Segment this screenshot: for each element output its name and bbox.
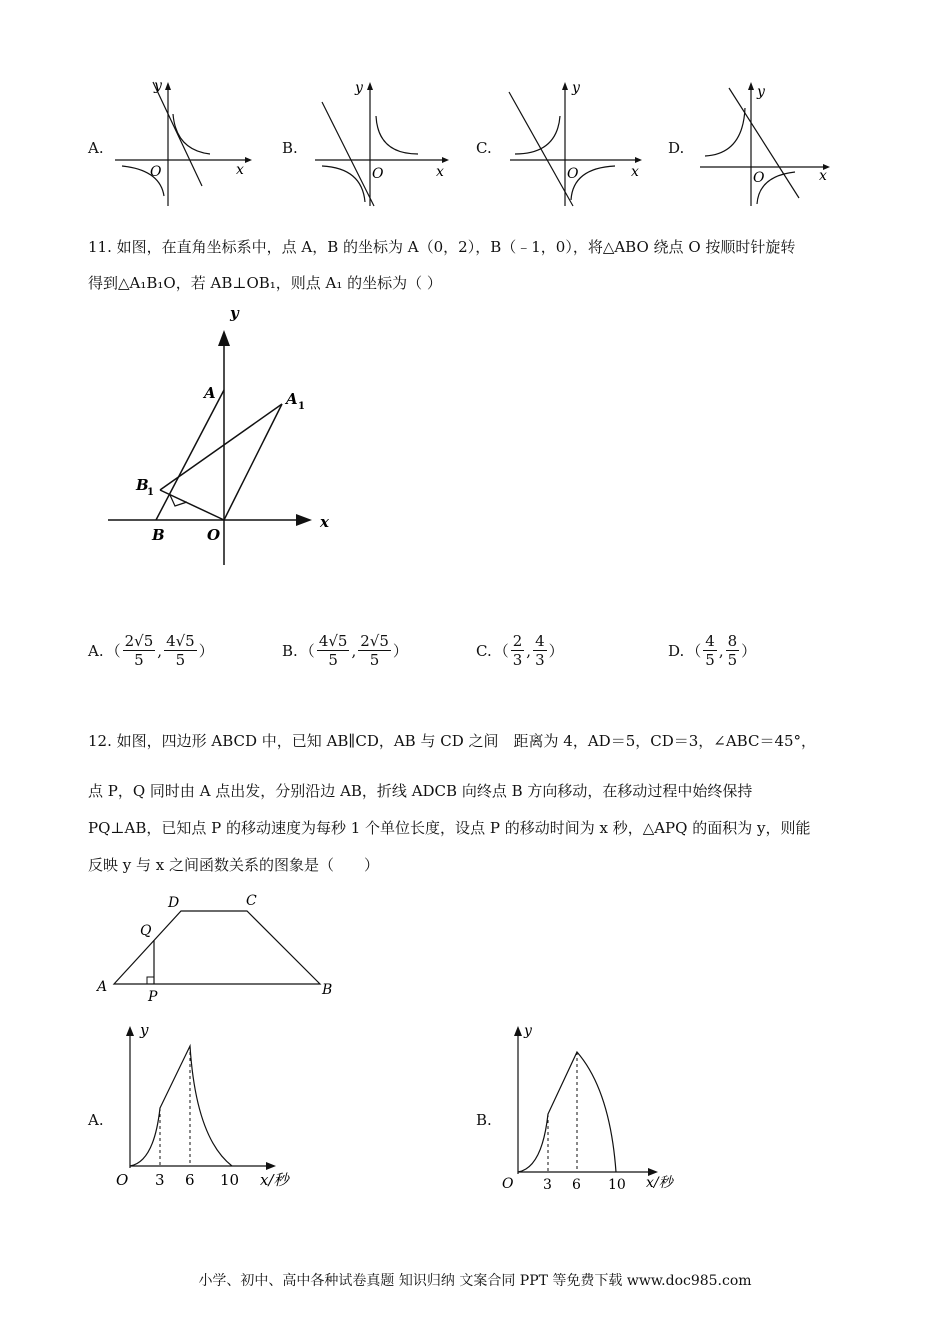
svg-text:3: 3	[543, 1177, 552, 1193]
q12-trapezoid-figure	[90, 888, 350, 1008]
q12-text-line3: PQ⊥AB，已知点 P 的移动速度为每秒 1 个单位长度，设点 P 的移动时间为 x 秒，△APQ 的面积为 y，则能	[88, 819, 811, 837]
q12-option-a-label: A.	[88, 1111, 104, 1129]
svg-text:y: y	[524, 1023, 532, 1039]
q12-text-line2: 点 P，Q 同时由 A 点出发，分别沿边 AB，折线 ADCB 向终点 B 方向移动，在移动过程中始终保持	[88, 782, 753, 800]
svg-text:x/秒: x/秒	[646, 1175, 673, 1191]
svg-text:6: 6	[572, 1177, 581, 1193]
svg-text:O: O	[502, 1176, 514, 1192]
svg-text:A: A	[286, 390, 298, 408]
svg-text:y: y	[230, 304, 239, 322]
q12-option-b-label: B.	[476, 1111, 492, 1129]
q10-option-a-label: A.	[88, 139, 104, 157]
q10-graph-d	[695, 78, 845, 213]
svg-text:y: y	[140, 1021, 149, 1039]
svg-text:6: 6	[185, 1171, 195, 1189]
q11-choice-c[interactable]: C. （ $\frac{2}{3}$ , $\frac{4}{3}$ ）	[476, 632, 564, 669]
svg-text:B: B	[136, 476, 149, 494]
q12-graph-a	[110, 1018, 310, 1198]
q11-choice-d[interactable]: D. （ $\frac{4}{5}$ , $\frac{8}{5}$ ）	[668, 632, 757, 669]
q10-option-b-label: B.	[282, 139, 298, 157]
svg-text:x: x	[436, 164, 444, 180]
q11-choice-b[interactable]: B. （ $\frac{4√5}{5}$ , $\frac{2√5}{5}$ ）	[282, 632, 408, 669]
svg-text:D: D	[168, 895, 180, 911]
svg-text:B: B	[152, 526, 165, 544]
svg-text:O: O	[150, 164, 162, 180]
svg-text:P: P	[148, 989, 158, 1005]
page-footer: 小学、初中、高中各种试卷真题 知识归纳 文案合同 PPT 等免费下载 www.doc985.com	[198, 1273, 752, 1289]
svg-text:O: O	[207, 526, 221, 544]
q12-text-line4: 反映 y 与 x 之间函数关系的图象是（ ）	[88, 856, 380, 874]
q12-graph-b	[498, 1018, 698, 1198]
svg-text:A: A	[204, 384, 216, 402]
svg-text:y: y	[572, 80, 580, 96]
svg-text:1: 1	[147, 487, 154, 498]
svg-text:O: O	[753, 170, 765, 186]
svg-text:1: 1	[298, 401, 305, 412]
svg-text:x: x	[236, 162, 244, 178]
svg-text:x: x	[819, 168, 827, 184]
svg-text:10: 10	[220, 1171, 240, 1189]
q10-option-d-label: D.	[668, 139, 685, 157]
q10-graph-c	[505, 78, 655, 213]
svg-text:y: y	[355, 80, 363, 96]
svg-text:y: y	[757, 84, 765, 100]
svg-text:O: O	[567, 166, 579, 182]
svg-text:10: 10	[608, 1177, 626, 1193]
q10-graph-a	[110, 78, 260, 213]
q11-choice-a[interactable]: A. （ $\frac{2√5}{5}$ , $\frac{4√5}{5}$ ）	[88, 632, 214, 669]
svg-text:O: O	[116, 1171, 129, 1189]
svg-text:x: x	[631, 164, 639, 180]
svg-text:O: O	[372, 166, 384, 182]
svg-text:A: A	[97, 979, 108, 995]
q11-text-line2: 得到△A₁B₁O，若 AB⊥OB₁，则点 A₁ 的坐标为（ ）	[88, 274, 442, 292]
q11-figure	[100, 300, 340, 570]
svg-text:Q: Q	[140, 923, 152, 939]
svg-text:C: C	[246, 893, 257, 909]
q10-option-c-label: C.	[476, 139, 492, 157]
svg-text:B: B	[322, 982, 333, 998]
q11-text-line1: 11. 如图，在直角坐标系中，点 A，B 的坐标为 A（0，2），B（﹣1，0），将△ABO 绕点 O 按顺时针旋转	[88, 238, 796, 256]
svg-text:x: x	[320, 513, 329, 531]
q12-text-line1: 12. 如图，四边形 ABCD 中，已知 AB∥CD，AB 与 CD 之间 距离为 4，AD＝5，CD＝3，∠ABC＝45°，	[88, 732, 817, 750]
svg-text:x/秒: x/秒	[260, 1171, 289, 1189]
q10-graph-b	[310, 78, 460, 213]
svg-text:3: 3	[155, 1171, 165, 1189]
svg-text:y: y	[154, 78, 162, 94]
